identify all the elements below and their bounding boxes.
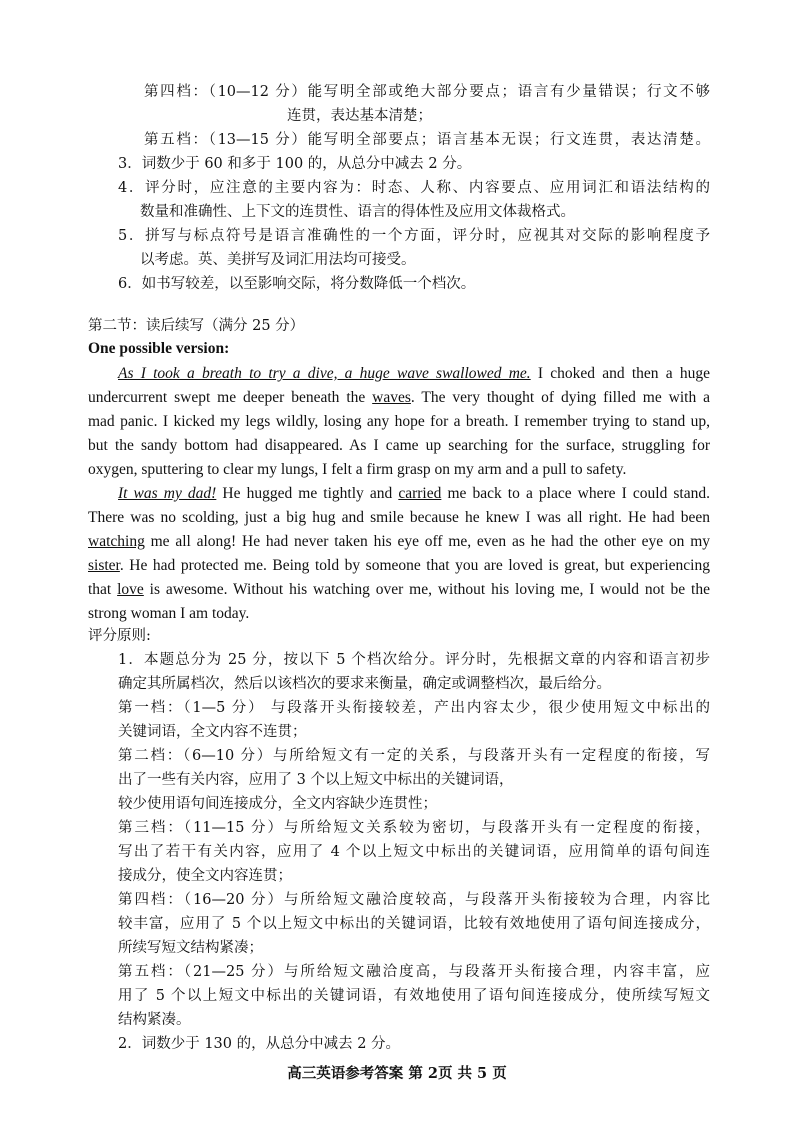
- paragraph-1-opening-sentence: As I took a breath to try a dive, a huge wave swallowed me.: [118, 365, 531, 382]
- story-paragraph-2-line-4: sister. He had protected me. Being told by someone that you are loved is great, but experiencing: [88, 557, 710, 574]
- story-paragraph-2-line-6: strong woman I am today.: [88, 605, 250, 622]
- criteria-rule-2-word-count: 2．词数少于 130 的，从总分中减去 2 分。: [118, 1036, 401, 1052]
- keyword-carried: carried: [398, 485, 442, 502]
- criteria-tier-4-line-1: 第四档：（16—20 分）与所给短文融洽度较高，与段落开头衔接较为合理，内容比: [118, 892, 710, 908]
- tier-four-line-2: 连贯，表达基本清楚；: [287, 108, 432, 124]
- story-paragraph-2-line-2: There was no scolding, just a big hug and smile because he knew I was all right. He had been: [88, 509, 710, 526]
- criteria-tier-3-line-1: 第三档：（11—15 分）与所给短文关系较为密切，与段落开头有一定程度的衔接，: [118, 820, 710, 836]
- story-paragraph-1-line-2: undercurrent swept me deeper beneath the waves. The very thought of dying filled me with a: [88, 389, 710, 406]
- criteria-tier-2-line-3: 较少使用语句间连接成分，全文内容缺少连贯性；: [118, 796, 437, 812]
- criteria-line-2: 确定其所属档次，然后以该档次的要求来衡量，确定或调整档次，最后给分。: [118, 676, 611, 692]
- story-paragraph-1-line-1: As I took a breath to try a dive, a huge wave swallowed me. I choked and then a huge: [118, 365, 710, 382]
- rule-5-line-2: 以考虑。英、美拼写及词汇用法均可接受。: [140, 252, 416, 268]
- tier-four-line-1: 第四档：（10—12 分）能写明全部或绝大部分要点；语言有少量错误；行文不够: [144, 84, 710, 100]
- criteria-tier-5-line-3: 结构紧凑。: [118, 1012, 191, 1028]
- rule-5-line-1: 5．拼写与标点符号是语言准确性的一个方面，评分时，应视其对交际的影响程度予: [118, 228, 710, 244]
- criteria-tier-2-line-1: 第二档：（6—10 分）与所给短文有一定的关系，与段落开头有一定程度的衔接，写: [118, 748, 710, 764]
- criteria-tier-3-line-2: 写出了若干有关内容，应用了 4 个以上短文中标出的关键词语，应用简单的语句间连: [118, 844, 710, 860]
- page-footer: 高三英语参考答案 第 2页 共 5 页: [287, 1065, 507, 1082]
- criteria-tier-5-line-1: 第五档：（21—25 分）与所给短文融洽度高，与段落开头衔接合理，内容丰富，应: [118, 964, 710, 980]
- criteria-label: 评分原则:: [88, 628, 151, 644]
- paragraph-2-opening-sentence: It was my dad!: [118, 485, 217, 502]
- story-paragraph-1-line-3: mad panic. I kicked my legs wildly, losing any hope for a breath. I remember trying to stand up,: [88, 413, 710, 430]
- section-two-title: 第二节：读后续写（满分 25 分）: [88, 318, 305, 334]
- keyword-sister: sister: [88, 557, 120, 574]
- story-paragraph-2-line-1: It was my dad! He hugged me tightly and carried me back to a place where I could stand.: [118, 485, 710, 502]
- criteria-tier-1-line-1: 第一档：（1—5 分） 与段落开头衔接较差，产出内容太少，很少使用短文中标出的: [118, 700, 710, 716]
- criteria-tier-2-line-2: 出了一些有关内容，应用了 3 个以上短文中标出的关键词语，: [118, 772, 514, 788]
- criteria-tier-1-line-2: 关键词语，全文内容不连贯；: [118, 724, 307, 740]
- tier-five-line: 第五档：（13—15 分）能写明全部要点；语言基本无误；行文连贯，表达清楚。: [144, 132, 710, 148]
- keyword-watching: watching: [88, 533, 145, 550]
- rule-3-word-count: 3．词数少于 60 和多于 100 的，从总分中减去 2 分。: [118, 156, 472, 172]
- story-paragraph-2-line-5: that love is awesome. Without his watching over me, without his loving me, I would not be the: [88, 581, 710, 598]
- rule-4-line-1: 4．评分时，应注意的主要内容为：时态、人称、内容要点、应用词汇和语法结构的: [118, 180, 710, 196]
- keyword-waves: waves: [372, 389, 411, 406]
- story-paragraph-1-line-5: oxygen, sputtering to clear my lungs, I felt a firm grasp on my arm and a pull to safety.: [88, 461, 627, 478]
- keyword-love: love: [117, 581, 144, 598]
- criteria-tier-5-line-2: 用了 5 个以上短文中标出的关键词语，有效地使用了语句间连接成分，使所续写短文: [118, 988, 710, 1004]
- criteria-tier-4-line-2: 较丰富，应用了 5 个以上短文中标出的关键词语，比较有效地使用了语句间连接成分，: [118, 916, 710, 932]
- rule-4-line-2: 数量和准确性、上下文的连贯性、语言的得体性及应用文体裁格式。: [140, 204, 575, 220]
- story-paragraph-2-line-3: watching me all along! He had never taken his eye off me, even as he had the other eye on my: [88, 533, 710, 550]
- story-paragraph-1-line-4: but the sandy bottom had disappeared. As I came up searching for the surface, struggling for: [88, 437, 710, 454]
- criteria-line-1: 1．本题总分为 25 分，按以下 5 个档次给分。评分时，先根据文章的内容和语言初步: [118, 652, 710, 668]
- criteria-tier-3-line-3: 接成分，使全文内容连贯；: [118, 868, 292, 884]
- rule-6-line: 6．如书写较差，以至影响交际，将分数降低一个档次。: [118, 276, 476, 292]
- version-label: One possible version:: [88, 340, 230, 357]
- criteria-tier-4-line-3: 所续写短文结构紧凑；: [118, 940, 263, 956]
